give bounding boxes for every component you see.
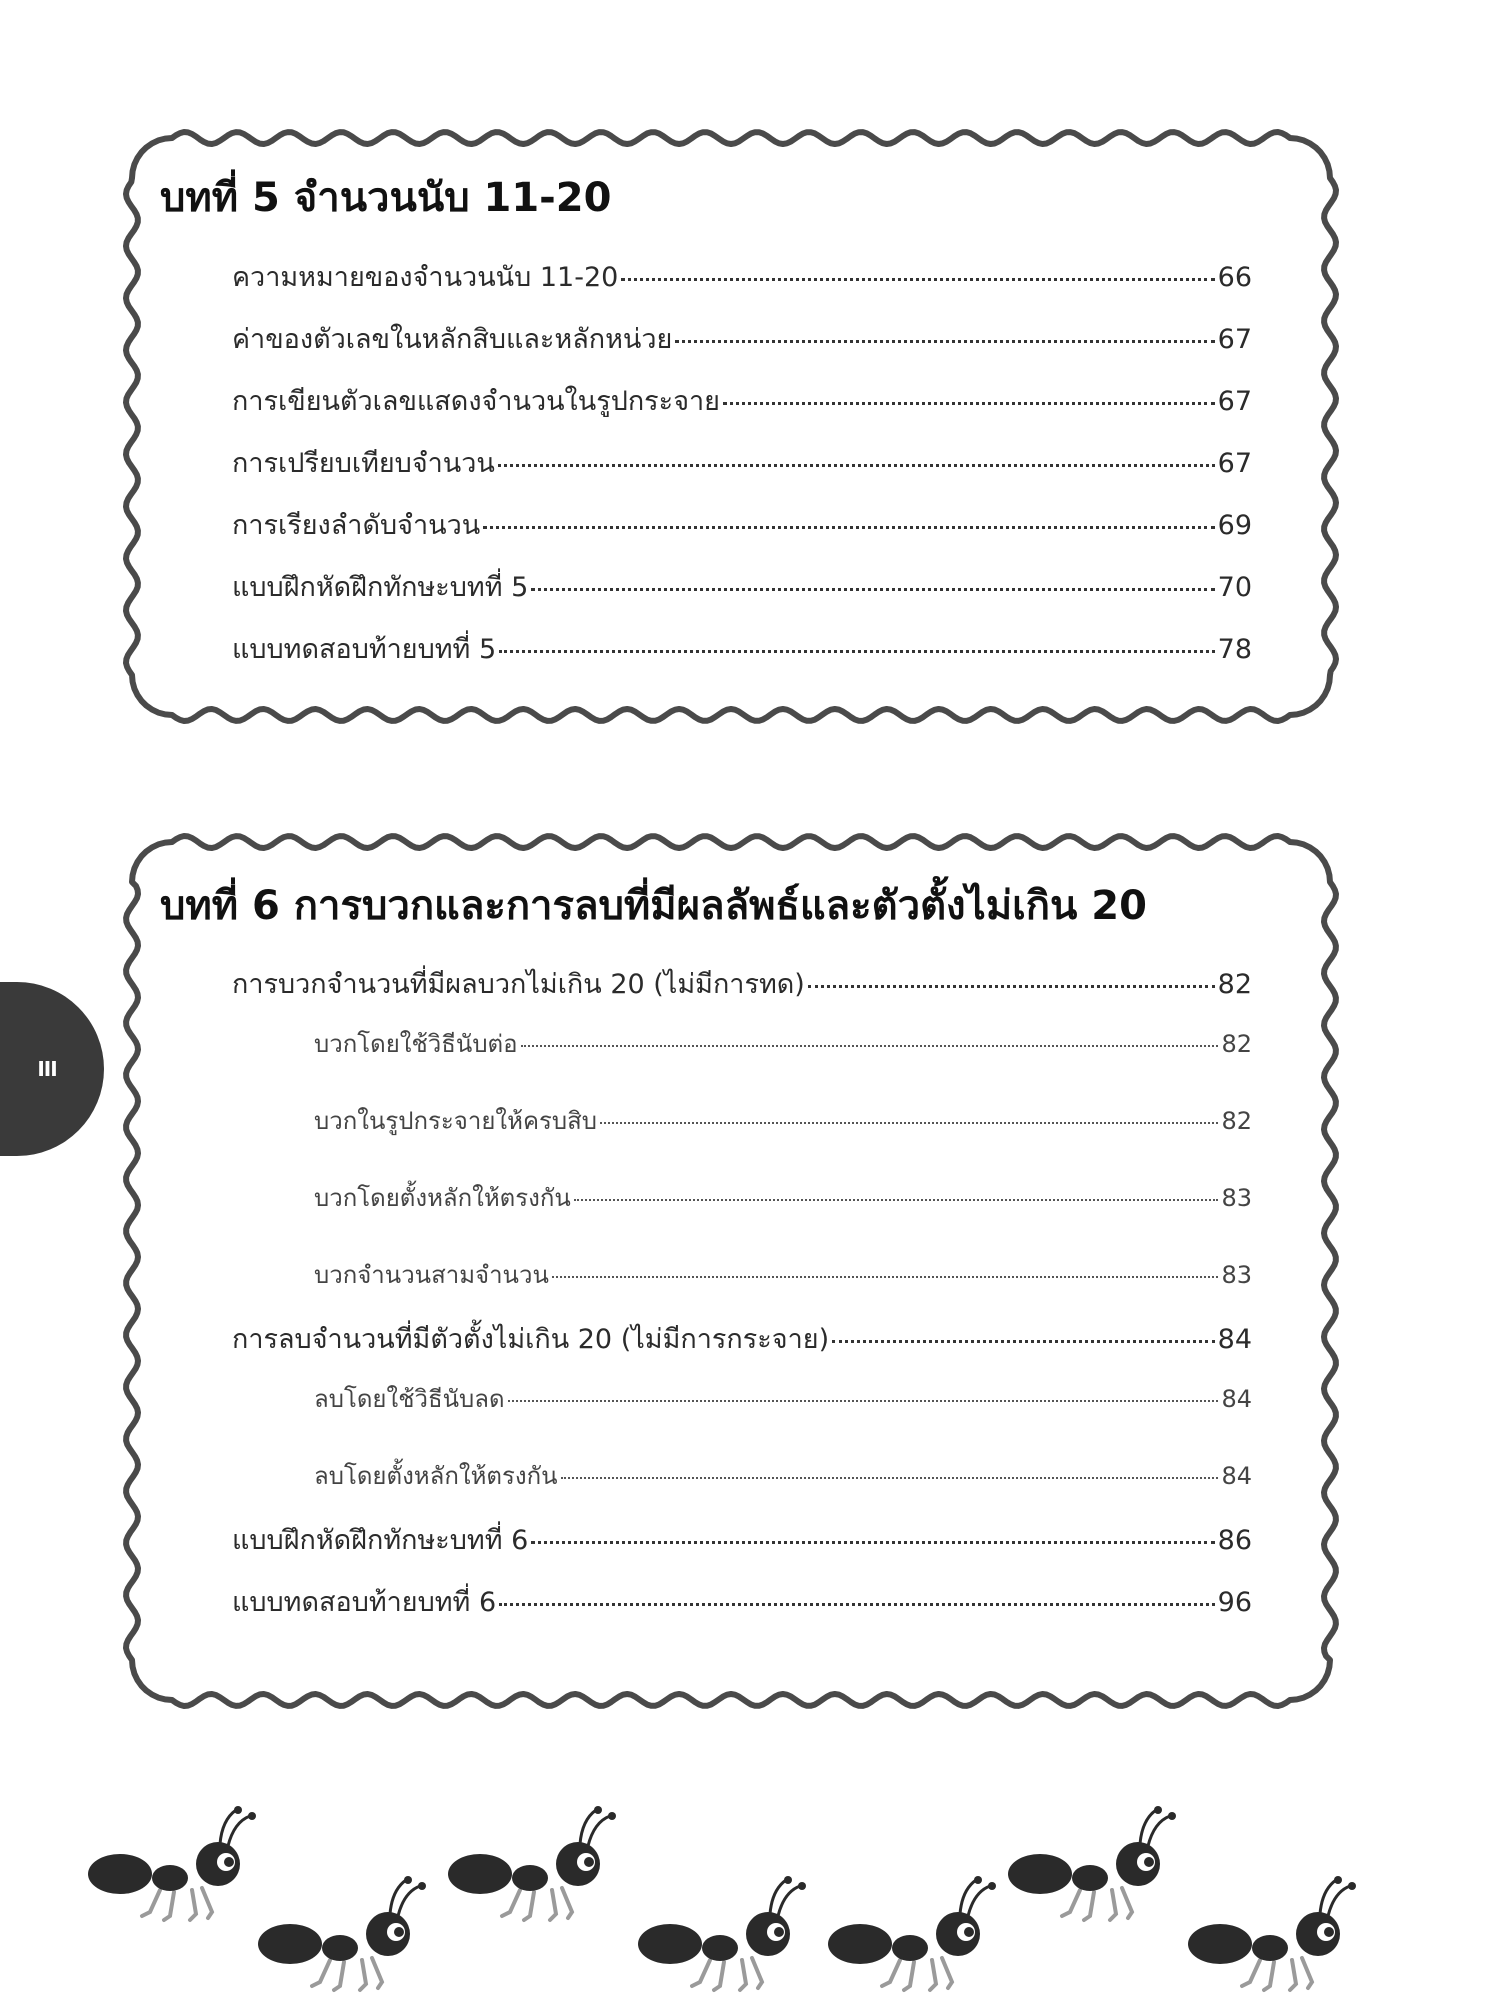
toc-entry[interactable]: [232, 255, 1252, 317]
dot-leader: [552, 1276, 1219, 1278]
ant-icon: [638, 1876, 806, 1990]
toc-entry[interactable]: [232, 441, 1252, 503]
toc-entry[interactable]: [232, 317, 1252, 379]
toc-entry-label: การเขียนตัวเลขแสดงจำนวนในรูปกระจาย: [232, 386, 720, 417]
dot-leader: [574, 1199, 1219, 1201]
dot-leader: [832, 1340, 1215, 1343]
chapter-6-contents: [232, 962, 1252, 1642]
toc-subentry-label: บวกจำนวนสามจำนวน: [314, 1261, 549, 1289]
toc-entry-label: แบบทดสอบท้ายบทที่ 6: [232, 1587, 497, 1618]
toc-entry-page: 86: [1217, 1525, 1252, 1556]
toc-entry-label: แบบฝึกหัดฝึกทักษะบทที่ 5: [232, 572, 529, 603]
toc-subentry[interactable]: [232, 1101, 1252, 1178]
toc-entry-page: 96: [1217, 1587, 1252, 1618]
toc-subentry[interactable]: [232, 1178, 1252, 1255]
toc-subentry-page: 84: [1221, 1462, 1252, 1490]
toc-entry-label: การลบจำนวนที่มีตัวตั้งไม่เกิน 20 (ไม่มีการกระจาย): [232, 1324, 830, 1355]
chapter-6-title: บทที่ 6 การบวกและการลบที่มีผลลัพธ์และตัวตั้งไม่เกิน 20: [160, 883, 1147, 929]
toc-subentry[interactable]: [232, 1024, 1252, 1101]
chapter-5-title: บทที่ 5 จำนวนนับ 11-20: [160, 175, 612, 221]
toc-entry-label: แบบทดสอบท้ายบทที่ 5: [232, 634, 497, 665]
toc-entry-page: 67: [1217, 324, 1252, 355]
ant-icon: [828, 1876, 996, 1990]
toc-entry[interactable]: [232, 962, 1252, 1024]
dot-leader: [483, 526, 1214, 529]
page-number-tab: [0, 982, 104, 1156]
toc-entry[interactable]: [232, 1518, 1252, 1580]
toc-subentry-page: 82: [1221, 1107, 1252, 1135]
toc-entry[interactable]: [232, 503, 1252, 565]
dot-leader: [499, 650, 1215, 653]
toc-subentry-page: 83: [1221, 1184, 1252, 1212]
toc-entry-label: ค่าของตัวเลขในหลักสิบและหลักหน่วย: [232, 324, 673, 355]
toc-subentry-label: บวกโดยตั้งหลักให้ตรงกัน: [314, 1184, 571, 1212]
dot-leader: [808, 985, 1215, 988]
toc-entry[interactable]: [232, 1317, 1252, 1379]
toc-entry[interactable]: [232, 379, 1252, 441]
toc-entry-label: แบบฝึกหัดฝึกทักษะบทที่ 6: [232, 1525, 529, 1556]
toc-entry[interactable]: [232, 565, 1252, 627]
ant-icon: [88, 1806, 256, 1920]
toc-entry[interactable]: [232, 1580, 1252, 1642]
toc-subentry[interactable]: [232, 1255, 1252, 1317]
dot-leader: [499, 1603, 1215, 1606]
toc-entry-page: 69: [1217, 510, 1252, 541]
chapter-5-contents: [232, 255, 1252, 689]
dot-leader: [531, 1541, 1214, 1544]
toc-entry-page: 84: [1217, 1324, 1252, 1355]
dot-leader: [531, 588, 1214, 591]
toc-entry-page: 66: [1217, 262, 1252, 293]
dot-leader: [521, 1045, 1219, 1047]
toc-entry[interactable]: [232, 627, 1252, 689]
ants-decoration: [0, 1740, 1500, 2000]
toc-subentry-label: บวกในรูปกระจายให้ครบสิบ: [314, 1107, 598, 1135]
dot-leader: [723, 402, 1215, 405]
toc-subentry-page: 82: [1221, 1030, 1252, 1058]
ant-icon: [448, 1806, 616, 1920]
dot-leader: [498, 464, 1215, 467]
page-number: III: [37, 1057, 57, 1081]
toc-entry-page: 70: [1217, 572, 1252, 603]
toc-subentry-label: ลบโดยตั้งหลักให้ตรงกัน: [314, 1462, 558, 1490]
toc-subentry-page: 84: [1221, 1385, 1252, 1413]
toc-subentry[interactable]: [232, 1456, 1252, 1518]
dot-leader: [508, 1400, 1219, 1402]
toc-entry-label: การเปรียบเทียบจำนวน: [232, 448, 495, 479]
toc-entry-page: 82: [1217, 969, 1252, 1000]
toc-entry-page: 78: [1217, 634, 1252, 665]
ant-icon: [258, 1876, 426, 1990]
toc-entry-label: ความหมายของจำนวนนับ 11-20: [232, 262, 619, 293]
dot-leader: [621, 278, 1214, 281]
toc-subentry[interactable]: [232, 1379, 1252, 1456]
toc-entry-label: การเรียงลำดับจำนวน: [232, 510, 481, 541]
dot-leader: [561, 1477, 1219, 1479]
dot-leader: [600, 1122, 1218, 1124]
ant-icon: [1188, 1876, 1356, 1990]
toc-subentry-label: บวกโดยใช้วิธีนับต่อ: [314, 1030, 518, 1058]
toc-subentry-label: ลบโดยใช้วิธีนับลด: [314, 1385, 505, 1413]
toc-entry-label: การบวกจำนวนที่มีผลบวกไม่เกิน 20 (ไม่มีการทด): [232, 969, 805, 1000]
ant-icon: [1008, 1806, 1176, 1920]
toc-entry-page: 67: [1217, 448, 1252, 479]
toc-entry-page: 67: [1217, 386, 1252, 417]
dot-leader: [675, 340, 1214, 343]
toc-subentry-page: 83: [1221, 1261, 1252, 1289]
